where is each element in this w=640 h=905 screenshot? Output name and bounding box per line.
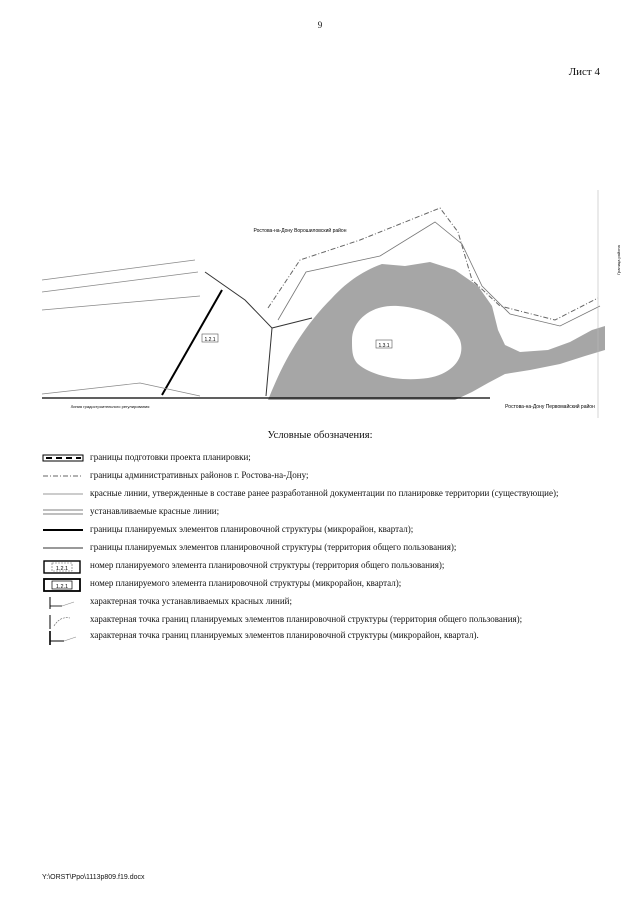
legend-item-text: номер планируемого элемента планировочной структуры (территория общего пользования); — [90, 560, 445, 570]
road-line-1 — [42, 260, 195, 280]
legend-item — [42, 560, 602, 572]
quarter-boundary-point-icon — [42, 630, 84, 642]
planning-map — [0, 180, 640, 420]
plot-label-left: 1.2.1 — [204, 337, 216, 343]
legend-item — [42, 506, 602, 518]
legend-item — [42, 596, 602, 608]
map-drawing — [0, 180, 640, 420]
quarter-element-number-icon — [42, 578, 84, 590]
legend-item — [42, 524, 602, 536]
right-edge-label: Граница района — [616, 245, 621, 275]
legend-item-text: характерная точка границ планируемых элементов планировочной структуры (территория общего пользования); — [90, 614, 523, 624]
legend-item-text: границы подготовки проекта планировки; — [90, 452, 251, 462]
public-boundary-icon — [42, 542, 84, 554]
legend-code: 1.2.1 — [55, 566, 69, 572]
project-boundary-icon — [42, 452, 84, 464]
legend-item-text: номер планируемого элемента планировочной структуры (микрорайон, квартал); — [90, 578, 402, 588]
district-label-north: Ростова-на-Дону Ворошиловский район — [253, 228, 347, 234]
red-line-point-icon — [42, 596, 84, 608]
legend-item — [42, 470, 602, 482]
legend-item-text: границы планируемых элементов планировочной структуры (микрорайон, квартал); — [90, 524, 414, 534]
public-boundary-point-icon — [42, 614, 84, 626]
triangle-left — [42, 383, 200, 396]
legend-item — [42, 578, 602, 590]
district-boundary-icon — [42, 470, 84, 482]
page-number: 9 — [317, 20, 323, 30]
plot-label-center: 1.3.1 — [378, 343, 390, 349]
legend-item-text: характерная точка границ планируемых элементов планировочной структуры (микрорайон, квартал). — [90, 630, 479, 640]
bottom-left-label: Линия градостроительного регулирования — [70, 404, 150, 409]
legend-item-text: красные линии, утвержденные в составе ранее разработанной документации по планировке территории (существующие); — [90, 488, 559, 498]
legend-item — [42, 542, 602, 554]
legend-item — [42, 630, 602, 642]
legend-item — [42, 488, 602, 500]
sheet-label: Лист 4 — [568, 66, 600, 78]
new-red-line-icon — [42, 506, 84, 518]
legend-item-text: характерная точка устанавливаемых красных линий; — [90, 596, 292, 606]
legend-item-text: границы административных районов г. Ростова-на-Дону; — [90, 470, 309, 480]
footer-file-path: Y:\ORST\Ppo\1113p809.f19.docx — [42, 874, 145, 881]
legend-item — [42, 452, 602, 464]
legend-item — [42, 614, 602, 626]
quarter-boundary-icon — [42, 524, 84, 536]
public-element-number-icon — [42, 560, 84, 572]
district-label-south: Ростова-на-Дону Первомайский район — [505, 404, 595, 410]
road-line-2 — [42, 272, 198, 292]
legend — [42, 452, 602, 646]
existing-red-line-icon — [42, 488, 84, 500]
road-line-3 — [42, 296, 200, 310]
legend-title: Условные обозначения: — [267, 430, 373, 441]
legend-item-text: границы планируемых элементов планировочной структуры (территория общего пользования); — [90, 542, 457, 552]
legend-code: 1.2.1 — [55, 584, 69, 590]
legend-item-text: устанавливаемые красные линии; — [90, 506, 220, 516]
